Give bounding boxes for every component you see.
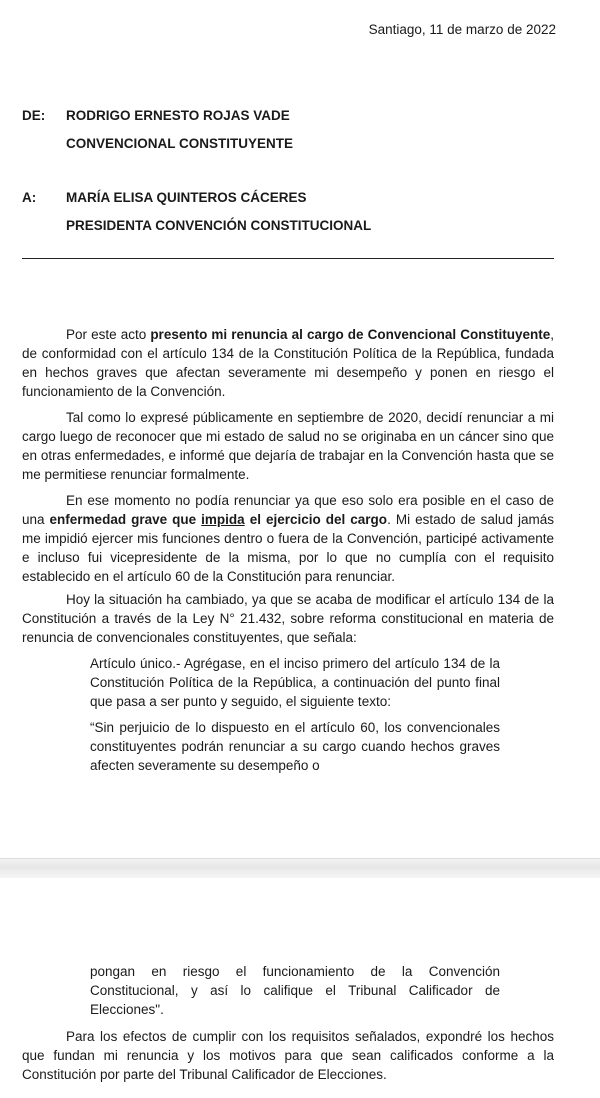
from-role: CONVENCIONAL CONSTITUYENTE bbox=[66, 136, 294, 151]
paragraph-3: En ese momento no podía renunciar ya que eso solo era posible en el caso de una enfermedad grave que impida el ejercicio del cargo. Mi estado de salud jamás me impidió ejercer mis funciones dentro o fuera de la Convención, participé activamente e incluso fui vicepresidente de la misma, por lo que no cumplía con el requisito establecido en el artículo 60 de la Constitución para renunciar. bbox=[22, 493, 554, 584]
from-name: RODRIGO ERNESTO ROJAS VADE bbox=[66, 108, 290, 123]
document-page-2 bbox=[0, 878, 600, 1098]
paragraph-4: Hoy la situación ha cambiado, ya que se acaba de modificar el artículo 134 de la Constitución a través de la Ley N° 21.432, sobre reforma constitucional en materia de renuncia de convencionales constituyentes, que señala: bbox=[22, 592, 554, 645]
from-key: DE: bbox=[22, 108, 46, 123]
page-break bbox=[0, 858, 600, 880]
quote-text-part-2: pongan en riesgo el funcionamiento de la Convención Constitucional, y así lo califique el Tribunal Calificador de Elecciones". bbox=[90, 964, 500, 1017]
quote-article: Artículo único.- Agrégase, en el inciso primero del artículo 134 de la Constitución Política de la República, a continuación del punto final que pasa a ser punto y seguido, el siguiente texto: bbox=[90, 656, 500, 709]
paragraph-2: Tal como lo expresé públicamente en septiembre de 2020, decidí renunciar a mi cargo luego de reconocer que mi estado de salud no se originaba en un cáncer sino que en otras enfermedades, e informé que dejaría de trabajar en la Convención hasta que se me permitiese renunciar formalmente. bbox=[22, 410, 554, 482]
paragraph-5: Para los efectos de cumplir con los requisitos señalados, expondré los hechos que fundan mi renuncia y los motivos para que sean calificados conforme a la Constitución por parte del Tribunal Calificador de Elecciones. bbox=[22, 1029, 554, 1082]
to-key: A: bbox=[22, 190, 37, 205]
quote-text-part-1: “Sin perjuicio de lo dispuesto en el artículo 60, los convencionales constituyentes podrán renunciar a su cargo cuando hechos graves afecten severamente su desempeño o bbox=[90, 720, 500, 773]
to-name: MARÍA ELISA QUINTEROS CÁCERES bbox=[66, 190, 307, 205]
illness-emphasis: enfermedad grave que impida el ejercicio del cargo bbox=[49, 512, 388, 527]
paragraph-1: Por este acto presento mi renuncia al cargo de Convencional Constituyente, de conformidad con el artículo 134 de la Constitución Política de la República, fundada en hechos graves que afectan severamente mi desempeño y ponen en riesgo el funcionamiento de la Convención. bbox=[22, 327, 555, 399]
resignation-emphasis: presento mi renuncia al cargo de Convencional Constituyente bbox=[150, 327, 551, 342]
header-divider bbox=[22, 258, 554, 259]
to-role: PRESIDENTA CONVENCIÓN CONSTITUCIONAL bbox=[66, 218, 372, 233]
letter-date: Santiago, 11 de marzo de 2022 bbox=[368, 22, 556, 37]
